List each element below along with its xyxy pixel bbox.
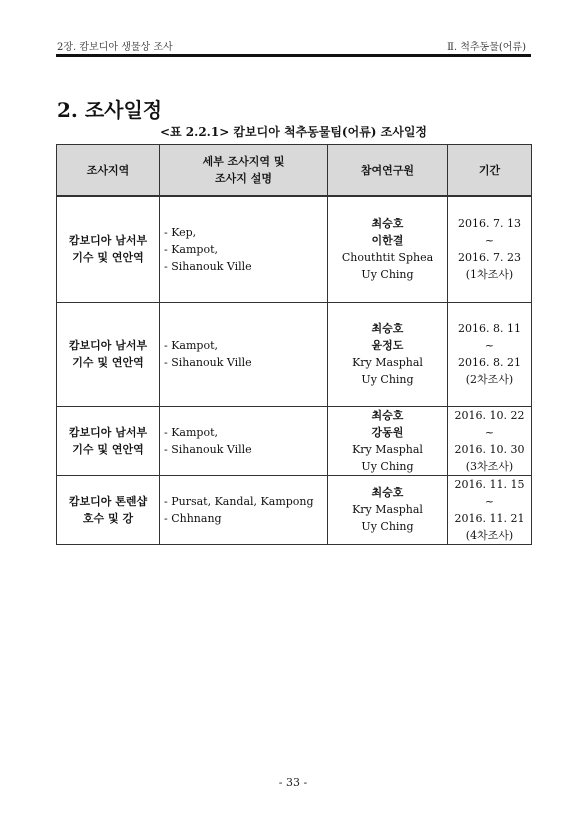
- members-cell: [328, 196, 448, 302]
- member-line: Kry Masphal: [352, 356, 423, 369]
- detail-line: - Chhnang: [164, 511, 222, 525]
- period-line: 2016. 11. 15: [454, 477, 525, 491]
- region-line: 캄보디아 톤렌샵: [68, 494, 148, 508]
- col-header-detail: [160, 145, 328, 197]
- period-line: 2016. 8. 21: [458, 356, 521, 369]
- table-row: [57, 302, 532, 406]
- detail-line: - Kep,: [164, 225, 197, 239]
- member-line: 최승호: [371, 408, 404, 422]
- table-row: [57, 406, 532, 475]
- period-line: (1차조사): [465, 268, 514, 282]
- member-line: 이한결: [371, 234, 404, 248]
- region-cell: [57, 302, 160, 406]
- detail-line: - Sihanouk Ville: [164, 259, 252, 273]
- period-line: ~: [484, 234, 495, 248]
- member-line: 최승호: [371, 322, 404, 335]
- member-line: Uy Ching: [361, 373, 414, 386]
- header-rule: [56, 54, 531, 57]
- member-line: Uy Ching: [361, 459, 414, 473]
- detail-cell: [160, 406, 328, 475]
- detail-line: - Kampot,: [164, 339, 219, 352]
- running-header-chapter: 2장. 캄보디아 생물상 조사: [57, 42, 173, 53]
- period-cell: [448, 196, 532, 302]
- member-line: Kry Masphal: [352, 442, 423, 456]
- period-line: (3차조사): [465, 459, 514, 473]
- region-cell: [57, 196, 160, 302]
- page-number: - 33 -: [278, 776, 308, 789]
- col-header-detail-line: 세부 조사지역 및: [202, 155, 285, 168]
- detail-cell: [160, 475, 328, 544]
- detail-line: - Pursat, Kandal, Kampong: [164, 494, 314, 508]
- period-line: ~: [484, 339, 495, 352]
- region-line: 기수 및 연안역: [72, 251, 144, 265]
- period-line: ~: [484, 425, 495, 439]
- member-line: Uy Ching: [361, 520, 414, 533]
- region-line: 캄보디아 남서부: [68, 339, 148, 352]
- detail-line: - Kampot,: [164, 242, 219, 256]
- member-line: 최승호: [371, 486, 404, 499]
- detail-line: - Sihanouk Ville: [164, 442, 252, 456]
- region-line: 캄보디아 남서부: [68, 425, 148, 439]
- table-row: [57, 475, 532, 544]
- period-line: 2016. 7. 23: [458, 251, 521, 265]
- region-line: 호수 및 강: [82, 511, 134, 525]
- member-line: Uy Ching: [361, 268, 414, 282]
- members-cell: [328, 302, 448, 406]
- members-cell: [328, 475, 448, 544]
- table-row: [57, 196, 532, 302]
- members-cell: [328, 406, 448, 475]
- detail-line: - Kampot,: [164, 425, 219, 439]
- period-line: 2016. 10. 22: [454, 408, 525, 422]
- period-line: 2016. 7. 13: [458, 217, 521, 231]
- member-line: Chouthtit Sphea: [341, 251, 434, 265]
- col-header-members: 참여연구원: [328, 145, 448, 197]
- region-cell: [57, 475, 160, 544]
- period-line: (2차조사): [465, 373, 514, 386]
- table-header-row: [57, 145, 532, 197]
- period-line: 2016. 11. 21: [454, 511, 525, 525]
- period-cell: [448, 475, 532, 544]
- period-cell: [448, 406, 532, 475]
- member-line: 윤정도: [371, 339, 404, 352]
- region-line: 캄보디아 남서부: [68, 234, 148, 248]
- region-cell: [57, 406, 160, 475]
- schedule-table: [56, 144, 532, 545]
- period-line: 2016. 10. 30: [454, 442, 525, 456]
- col-header-detail-line: 조사지 설명: [215, 172, 272, 185]
- section-title: 2. 조사일정: [57, 98, 163, 122]
- member-line: 강동원: [371, 425, 404, 439]
- running-header-section: Ⅱ. 척추동물(어류): [447, 42, 526, 53]
- period-cell: [448, 302, 532, 406]
- period-line: ~: [484, 494, 495, 508]
- table-caption: <표 2.2.1> 캄보디아 척추동물팀(어류) 조사일정: [159, 125, 428, 139]
- region-line: 기수 및 연안역: [72, 356, 144, 369]
- col-header-period: 기간: [448, 145, 532, 197]
- region-line: 기수 및 연안역: [72, 442, 144, 456]
- period-line: 2016. 8. 11: [458, 322, 521, 335]
- col-header-region: 조사지역: [57, 145, 160, 197]
- detail-cell: [160, 196, 328, 302]
- period-line: (4차조사): [465, 528, 514, 542]
- member-line: 최승호: [371, 217, 404, 231]
- member-line: Kry Masphal: [352, 503, 423, 516]
- detail-cell: [160, 302, 328, 406]
- detail-line: - Sihanouk Ville: [164, 356, 252, 369]
